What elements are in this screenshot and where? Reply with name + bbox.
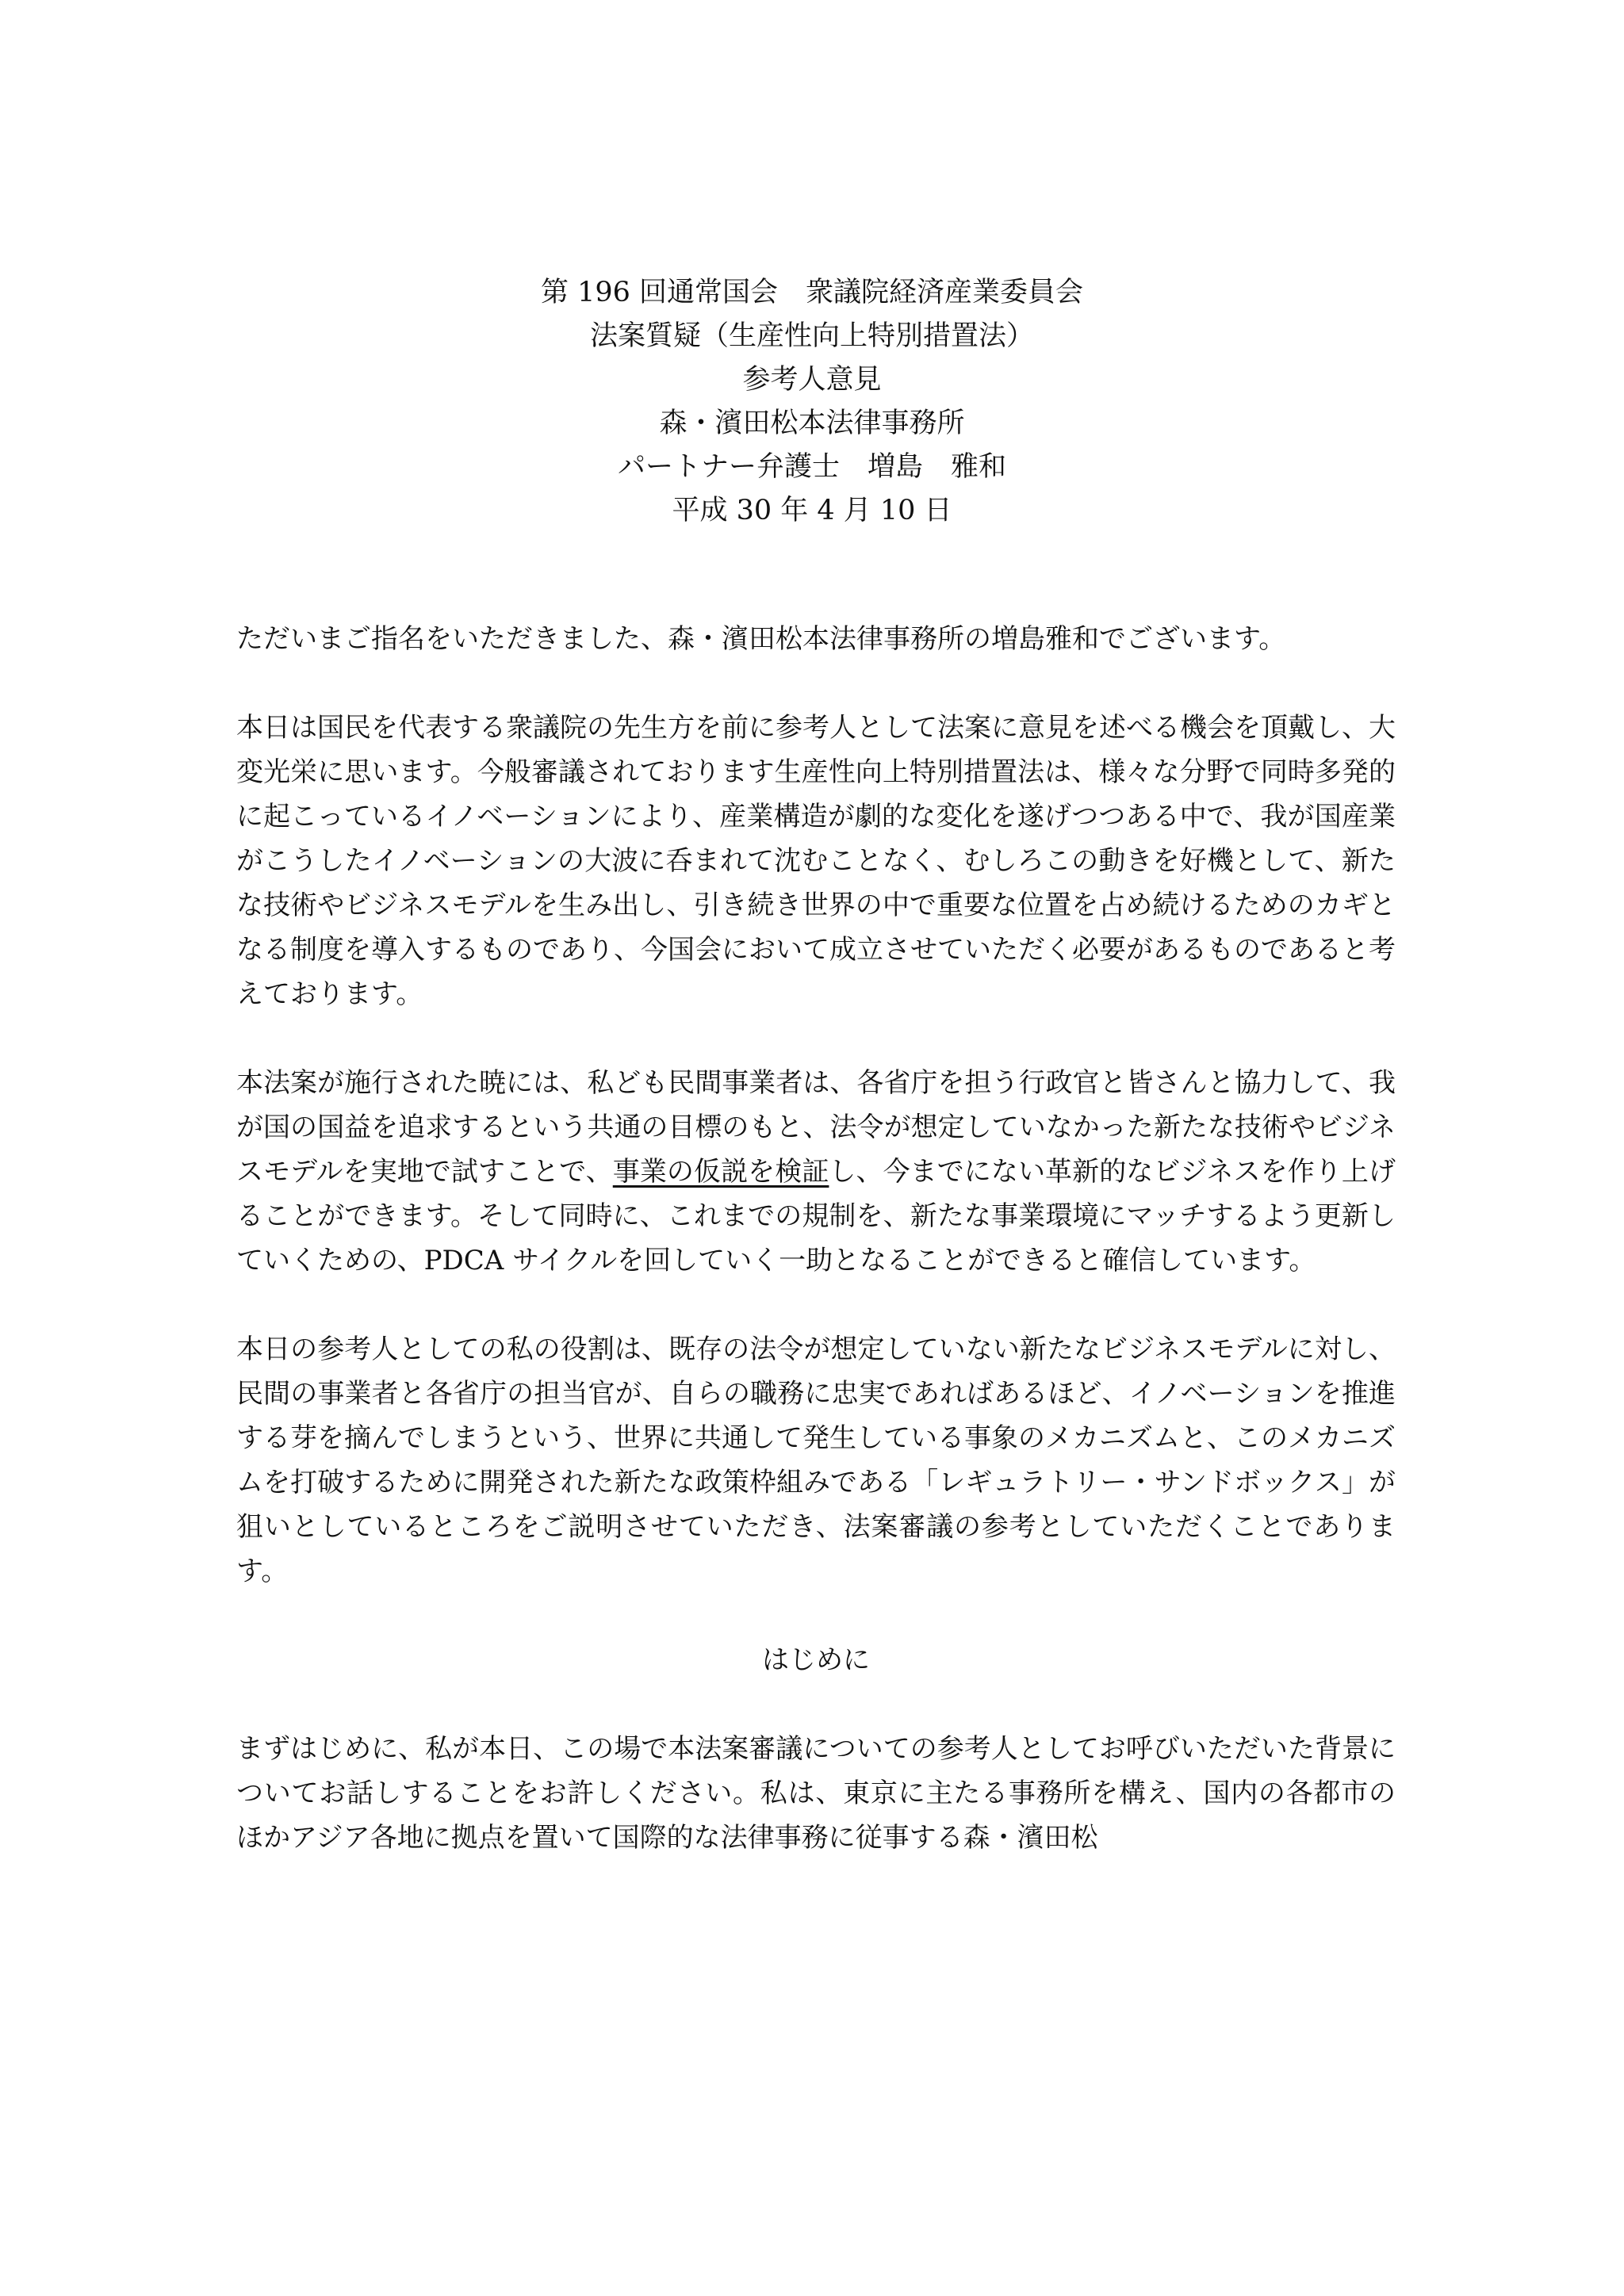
law-firm-name: 森・濱田松本法律事務所 [659,408,965,439]
underlined-phrase: 事業の仮説を検証 [612,1156,829,1188]
paragraph-expectations [236,1061,1396,1283]
paragraph-text: 本法案が施行された暁には、私ども民間事業者は、各省庁を担う行政官と皆さんと協力して、我が国の国益を追求するという共通の目標のもと、法令が想定していなかった新たな技術やビジネスモデルを実地で試すことで、 [236,1067,1396,1188]
paragraph-role: 本日の参考人としての私の役割は、既存の法令が想定していない新たなビジネスモデルに対し、民間の事業者と各省庁の担当官が、自らの職務に忠実であればあるほど、イノベーションを推進する芽を摘んでしまうという、世界に共通して発生している事象のメカニズムと、このメカニズムを打破するために開発された新たな政策枠組みである「レギュラトリー・サンドボックス」が狙いとしているところをご説明させていただき、法案審議の参考としていただくことであります。 [236,1334,1396,1587]
bill-title: 法案質疑（生産性向上特別措置法） [589,320,1034,352]
document-body [236,617,1396,1904]
paragraph-opening: 本日は国民を代表する衆議院の先生方を前に参考人として法案に意見を述べる機会を頂戴し、大変光栄に思います。今般審議されております生産性向上特別措置法は、様々な分野で同時多発的に起こっているイノベーションにより、産業構造が劇的な変化を遂げつつある中で、我が国産業がこうしたイノベーションの大波に呑まれて沈むことなく、むしろこの動きを好機として、新たな技術やビジネスモデルを生み出し、引き続き世界の中で重要な位置を占め続けるためのカギとなる制度を導入するものであり、今国会において成立させていただく必要があるものであると考えております。 [236,712,1396,1010]
session-title: 第 196 回通常国会 衆議院経済産業委員会 [540,277,1084,308]
document-header [0,271,1624,533]
paragraph-text: し、今までにない革新的なビジネスを作り上げることができます。そして同時に、これまでの規制を、新たな事業環境にマッチするよう更新していくための、PDCA サイクルを回していく一助となることができると確信しています。 [236,1156,1396,1276]
section-heading: はじめに [762,1644,870,1676]
document-type: 参考人意見 [742,364,882,396]
document-date: 平成 30 年 4 月 10 日 [672,495,952,526]
paragraph-greeting: ただいまご指名をいただきました、森・濱田松本法律事務所の増島雅和でございます。 [236,623,1286,655]
author-name: パートナー弁護士 増島 雅和 [617,451,1006,483]
paragraph-introduction: まずはじめに、私が本日、この場で本法案審議についての参考人としてお呼びいただいた背景についてお話しすることをお許しください。私は、東京に主たる事務所を構え、国内の各都市のほかアジア各地に拠点を置いて国際的な法律事務に従事する森・濱田松 [236,1733,1396,1854]
